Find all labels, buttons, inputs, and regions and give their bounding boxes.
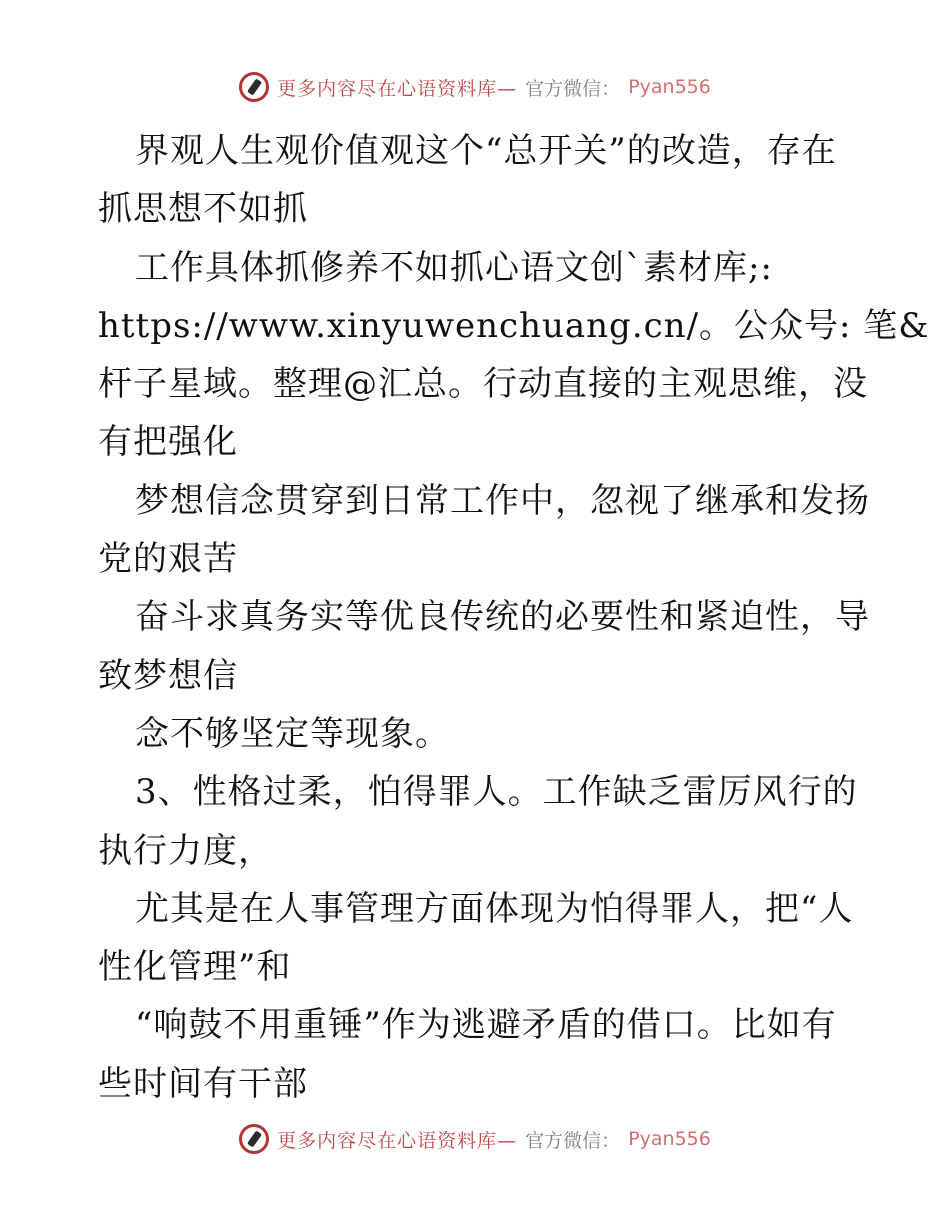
- footer-wechat-handle: Pyan556: [628, 1128, 711, 1150]
- body-line: 奋斗求真务实等优良传统的必要性和紧迫性，导: [135, 597, 870, 638]
- pen-logo-icon: [239, 72, 269, 102]
- body-line: 性化管理”和: [98, 947, 292, 988]
- body-line: 些时间有干部: [98, 1063, 308, 1104]
- body-line: 执行力度，: [98, 830, 273, 871]
- body-line: 界观人生观价值观这个“总开关”的改造，存在: [135, 131, 837, 171]
- page-footer-banner: [0, 1124, 950, 1154]
- body-line: 梦想信念贯穿到日常工作中，忽视了继承和发扬: [135, 480, 870, 521]
- body-line: 尤其是在人事管理方面体现为怕得罪人，把“人: [135, 888, 854, 929]
- body-line: “响鼓不用重锤”作为逃避矛盾的借口。比如有: [135, 1005, 837, 1046]
- body-line: 3、性格过柔，怕得罪人。工作缺乏雷厉风行的: [135, 772, 858, 813]
- footer-banner-text: 更多内容尽在心语资料库—: [277, 1129, 518, 1152]
- body-line: 党的艰苦: [98, 539, 238, 580]
- body-line: 念不够坚定等现象。: [135, 713, 450, 754]
- body-line: 致梦想信: [98, 655, 238, 696]
- header-wechat-label: 官方微信：: [525, 77, 621, 100]
- body-line: https://www.xinyuwenchuang.cn/。公众号: 笔&: [98, 305, 930, 346]
- body-line: 有把强化: [98, 422, 238, 463]
- body-line: 杆子星域。整理@汇总。行动直接的主观思维，没: [98, 364, 868, 405]
- footer-wechat-label: 官方微信：: [525, 1129, 621, 1152]
- page-header-banner: [0, 72, 950, 102]
- pen-logo-icon: [239, 1124, 269, 1154]
- document-body: [98, 122, 930, 1113]
- body-line: 工作具体抓修养不如抓心语文创`素材库;:: [135, 247, 773, 288]
- body-line: 抓思想不如抓: [98, 189, 308, 230]
- header-banner-text: 更多内容尽在心语资料库—: [277, 77, 518, 100]
- header-wechat-handle: Pyan556: [628, 76, 711, 98]
